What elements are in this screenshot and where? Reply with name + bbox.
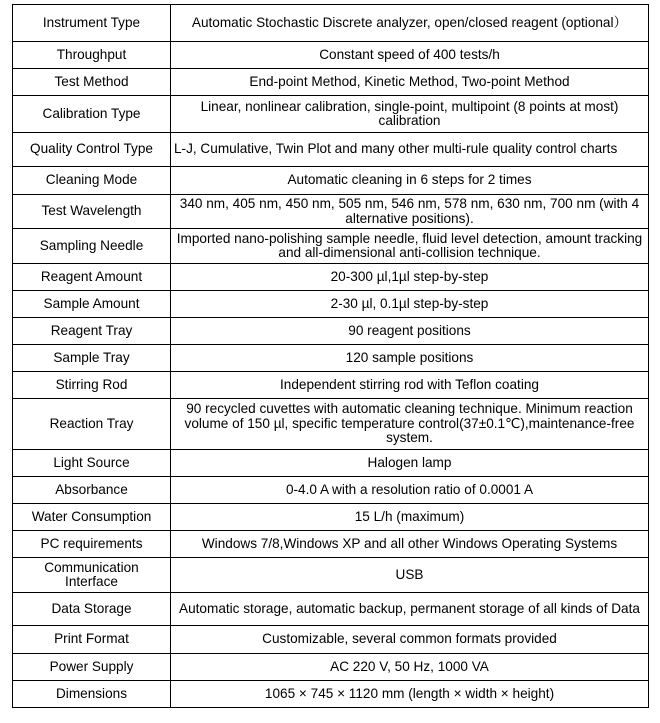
spec-label: Light Source [13,450,171,477]
spec-label: Calibration Type [13,96,171,133]
table-row [13,593,649,626]
table-row [13,558,649,593]
spec-value: 2-30 µl, 0.1µl step-by-step [171,291,649,318]
spec-value: 120 sample positions [171,345,649,372]
spec-value: Customizable, several common formats provided [171,626,649,654]
spec-label: Reagent Amount [13,264,171,291]
table-row [13,42,649,69]
spec-label: Power Supply [13,654,171,681]
table-row [13,96,649,133]
spec-label: Data Storage [13,593,171,626]
spec-value: L-J, Cumulative, Twin Plot and many other multi-rule quality control charts [171,133,649,167]
table-row [13,504,649,531]
spec-value: Linear, nonlinear calibration, single-point, multipoint (8 points at most) calibration [171,96,649,133]
spec-value: Windows 7/8,Windows XP and all other Windows Operating Systems [171,531,649,558]
table-row [13,399,649,450]
table-row [13,133,649,167]
table-row [13,291,649,318]
spec-value: Automatic storage, automatic backup, permanent storage of all kinds of Data [171,593,649,626]
spec-value: USB [171,558,649,593]
table-row [13,626,649,654]
spec-value: 90 recycled cuvettes with automatic cleaning technique. Minimum reaction volume of 150 µl, specific temperature control(37±0.1℃),maintenance-free system. [171,399,649,450]
spec-value: Imported nano-polishing sample needle, fluid level detection, amount tracking and all-dimensional anti-collision technique. [171,229,649,264]
spec-value: Halogen lamp [171,450,649,477]
spec-value: Automatic cleaning in 6 steps for 2 times [171,167,649,195]
spec-value: AC 220 V, 50 Hz, 1000 VA [171,654,649,681]
table-row [13,69,649,96]
spec-label: Quality Control Type [13,133,171,167]
spec-label: Throughput [13,42,171,69]
spec-label: Dimensions [13,681,171,708]
spec-label: Sampling Needle [13,229,171,264]
table-row [13,5,649,42]
table-row [13,681,649,708]
spec-value: 1065 × 745 × 1120 mm (length × width × height) [171,681,649,708]
spec-label: Reagent Tray [13,318,171,345]
spec-value: End-point Method, Kinetic Method, Two-point Method [171,69,649,96]
spec-value: 0-4.0 A with a resolution ratio of 0.0001 A [171,477,649,504]
table-row [13,345,649,372]
spec-label: Absorbance [13,477,171,504]
spec-value: 15 L/h (maximum) [171,504,649,531]
table-row [13,372,649,399]
table-row [13,195,649,229]
spec-label: Cleaning Mode [13,167,171,195]
table-row [13,167,649,195]
spec-label: Stirring Rod [13,372,171,399]
spec-label: PC requirements [13,531,171,558]
table-row [13,318,649,345]
table-row [13,450,649,477]
spec-value: Automatic Stochastic Discrete analyzer, open/closed reagent (optional） [171,5,649,42]
spec-label: Reaction Tray [13,399,171,450]
spec-label: Sample Tray [13,345,171,372]
spec-label: Communication Interface [13,558,171,593]
table-row [13,654,649,681]
spec-label: Test Wavelength [13,195,171,229]
spec-value: Independent stirring rod with Teflon coating [171,372,649,399]
table-row [13,531,649,558]
spec-label: Print Format [13,626,171,654]
spec-label: Sample Amount [13,291,171,318]
spec-label: Test Method [13,69,171,96]
spec-label: Instrument Type [13,5,171,42]
table-row [13,477,649,504]
spec-label: Water Consumption [13,504,171,531]
table-row [13,229,649,264]
specification-table [12,4,649,708]
spec-value: 340 nm, 405 nm, 450 nm, 505 nm, 546 nm, 578 nm, 630 nm, 700 nm (with 4 alternative positions). [171,195,649,229]
table-row [13,264,649,291]
spec-value: Constant speed of 400 tests/h [171,42,649,69]
spec-value: 90 reagent positions [171,318,649,345]
spec-value: 20-300 µl,1µl step-by-step [171,264,649,291]
